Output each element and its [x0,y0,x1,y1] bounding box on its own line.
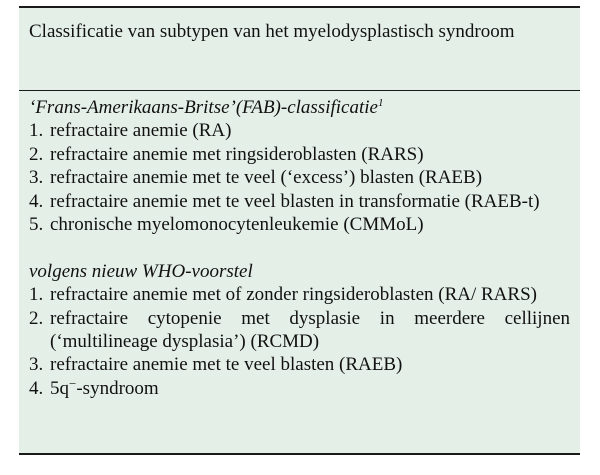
fab-item-3 [29,166,570,189]
fab-item-number: 3. [29,167,44,189]
who-item-text: refractaire anemie met te veel blasten (RAEB) [50,354,403,376]
who-item-1 [29,283,570,306]
who-item-text-suffix: -syndroom [76,377,159,399]
fab-item-5 [29,213,570,236]
who-item-4 [29,377,570,400]
table-caption: Classificatie van subtypen van het myelodysplastisch syndroom [29,21,515,42]
fab-item-number: 4. [29,190,44,212]
fab-item-4 [29,190,570,213]
fab-item-text: chronische myelomonocytenleukemie (CMMoL) [50,214,424,236]
fab-footnote-marker: 1 [377,97,384,109]
who-item-number: 2. [29,307,44,329]
who-section-title: volgens nieuw WHO-voorstel [29,260,253,282]
section-spacer [29,236,570,259]
who-item-text: refractaire cytopenie met dysplasie in meerdere cellijnen (‘multilineage dysplasia’) (RCMD) [50,307,570,353]
fab-section-title [29,96,570,119]
who-item-text [50,377,570,400]
who-item-2 [29,307,570,354]
fab-item-text: refractaire anemie met ringsideroblasten (RARS) [50,143,424,165]
who-item-3 [29,353,570,376]
who-item-number: 1. [29,284,44,306]
fab-title-text: ‘Frans-Amerikaans-Britse’(FAB)-classificatie [29,97,378,118]
who-item-text: refractaire anemie met of zonder ringsideroblasten (RA/ RARS) [50,284,537,306]
classification-table [19,6,580,455]
fab-item-2 [29,143,570,166]
who-item-number: 3. [29,354,44,376]
minus-superscript: − [69,375,77,391]
fab-item-number: 2. [29,143,44,165]
table-body [19,91,580,400]
fab-item-number: 1. [29,120,44,142]
fab-item-text: refractaire anemie met te veel blasten in transformatie (RAEB-t) [50,190,540,212]
fab-item-number: 5. [29,214,44,236]
fab-item-text: refractaire anemie (RA) [50,120,232,142]
who-item-number: 4. [29,377,44,399]
fab-item-text: refractaire anemie met te veel (‘excess’) blasten (RAEB) [50,167,483,189]
who-item-text-prefix: 5q [50,377,69,399]
fab-item-1 [29,119,570,142]
